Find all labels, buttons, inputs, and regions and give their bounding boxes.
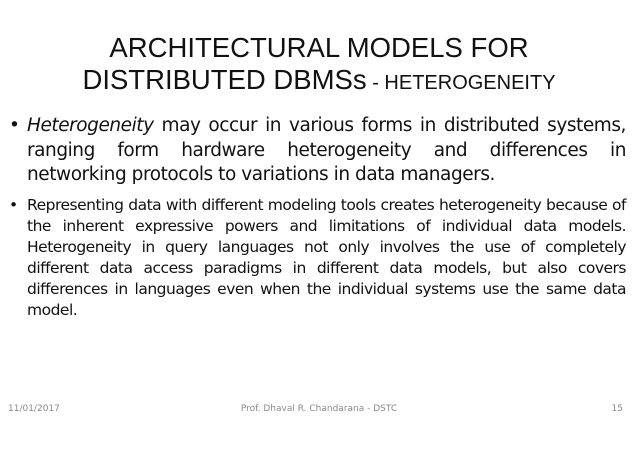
bullet-text: may occur in various forms in distributed systems, ranging form hardware heterogeneity and differences in networking protocols to variations in data managers. (27, 115, 626, 185)
title-line-1: ARCHITECTURAL MODELS FOR (109, 32, 529, 63)
title-line-2-sub: - HETEROGENEITY (366, 72, 556, 94)
bullet-list (8, 114, 626, 321)
bullet-text: Representing data with different modeling tools creates heterogeneity because of the inherent expressive powers and limitations of individual data models. Heterogeneity in query languages not only involves the use of completely different data access paradigms in different data models, but also covers differences in languages even when the individual systems use the same data model. (27, 195, 626, 319)
bullet-item (8, 114, 626, 188)
slide-title (20, 32, 618, 99)
footer-date: 11/01/2017 (8, 404, 60, 414)
footer-page-number: 15 (611, 404, 623, 414)
title-line-2-main: DISTRIBUTED DBMSs (82, 64, 367, 95)
bullet-lead-italic: Heterogeneity (27, 115, 154, 136)
bullet-item (8, 195, 626, 321)
footer-author: Prof. Dhaval R. Chandarana - DSTC (240, 404, 398, 414)
